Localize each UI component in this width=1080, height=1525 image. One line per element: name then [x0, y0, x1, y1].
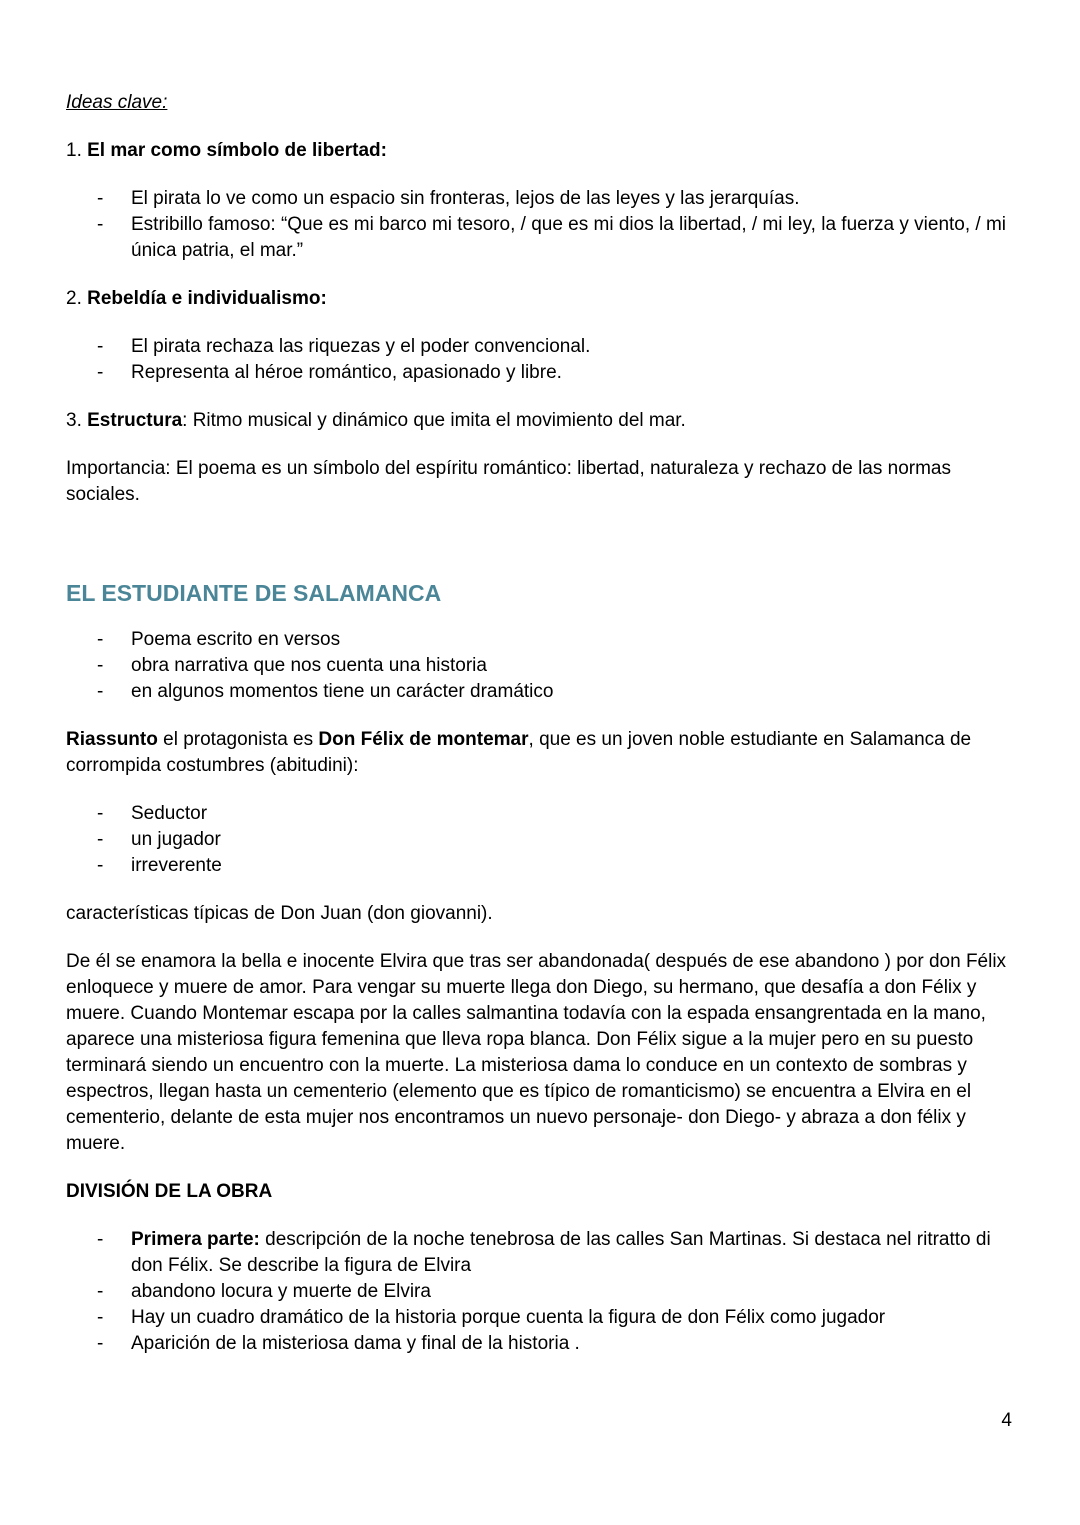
resumen-paragraph: Riassunto el protagonista es Don Félix de montemar, que es un joven noble estudiante en Salamanca de corrompida costumbres (abitudini): — [66, 729, 972, 777]
idea-2-number: 2. — [66, 288, 88, 309]
list-item: - obra narrativa que nos cuenta una historia — [97, 655, 487, 677]
list-item: - Estribillo famoso: “Que es mi barco mi tesoro, / que es mi dios la libertad, / mi ley, la fuerza y viento, / mi única patria, el mar.” — [97, 214, 1007, 261]
list-item: - Primera parte: descripción de la noche tenebrosa de las calles San Martinas. Si destaca nel ritratto di don Félix. Se describe la figura de Elvira — [97, 1229, 991, 1277]
idea-3-title: Estructura — [87, 410, 183, 431]
ideas-heading: Ideas clave: — [66, 92, 168, 113]
traits-list — [66, 801, 1014, 879]
importancia-paragraph: Importancia: El poema es un símbolo del espíritu romántico: libertad, naturaleza y rechazo de las normas sociales. — [66, 458, 952, 505]
first-part-label: Primera parte: — [131, 1229, 260, 1251]
protagonist-name: Don Félix de montemar — [318, 729, 529, 751]
resumen-label: Riassunto — [66, 729, 158, 751]
list-item: - Representa al héroe romántico, apasionado y libre. — [97, 362, 562, 383]
story-paragraph: De él se enamora la bella e inocente Elvira que tras ser abandonada( después de ese abandono ) por don Félix enloquece y muere de amor. Para vengar su muerte llega don Diego, su hermano, que desafía a don Félix y muere. Cuando Montemar escapa por la calles salmantina todavía con la espada ensangrentada en la mano, aparece una misteriosa figura femenina que lleva ropa blanca. Don Félix sigue a la mujer pero en su puesto terminará siendo un encuentro con la muerte. La misteriosa dama lo conduce en un contexto de sombras y espectros, llegan hasta un cementerio (elemento que es típico de romanticismo) se encuentra a Elvira en el cementerio, delante de esta mujer nos encontramos un nuevo personaje- don Diego- y abraza a don félix y muere. — [66, 951, 1007, 1155]
traits-note: características típicas de Don Juan (don giovanni). — [66, 903, 493, 925]
list-item: - Hay un cuadro dramático de la historia porque cuenta la figura de don Félix como jugador — [97, 1307, 886, 1329]
section-title: EL ESTUDIANTE DE SALAMANCA — [66, 580, 442, 606]
page-number: 4 — [1001, 1410, 1012, 1431]
list-item: - Seductor — [97, 803, 208, 825]
idea-1-number: 1. — [66, 140, 88, 161]
intro-list — [66, 627, 1014, 705]
list-item: - Aparición de la misteriosa dama y final de la historia . — [97, 1333, 580, 1355]
idea-2-list — [66, 334, 1014, 386]
idea-2-heading — [66, 286, 1014, 312]
list-item: - en algunos momentos tiene un carácter dramático — [97, 681, 554, 703]
list-item: - El pirata lo ve como un espacio sin fronteras, lejos de las leyes y las jerarquías. — [97, 188, 800, 209]
idea-1-title: El mar como símbolo de libertad: — [87, 140, 387, 161]
list-item: - irreverente — [97, 855, 222, 877]
idea-1-heading — [66, 138, 1014, 164]
list-item: - un jugador — [97, 829, 221, 851]
division-list — [66, 1227, 1014, 1357]
idea-3-number: 3. — [66, 410, 88, 431]
list-item: - abandono locura y muerte de Elvira — [97, 1281, 431, 1303]
idea-2-title: Rebeldía e individualismo: — [87, 288, 327, 309]
idea-3 — [66, 408, 1014, 434]
list-item: - Poema escrito en versos — [97, 629, 341, 651]
idea-3-text: : Ritmo musical y dinámico que imita el movimiento del mar. — [182, 410, 686, 431]
division-heading: DIVISIÓN DE LA OBRA — [66, 1181, 273, 1203]
list-item: - El pirata rechaza las riquezas y el poder convencional. — [97, 336, 591, 357]
idea-1-list — [66, 186, 1014, 264]
